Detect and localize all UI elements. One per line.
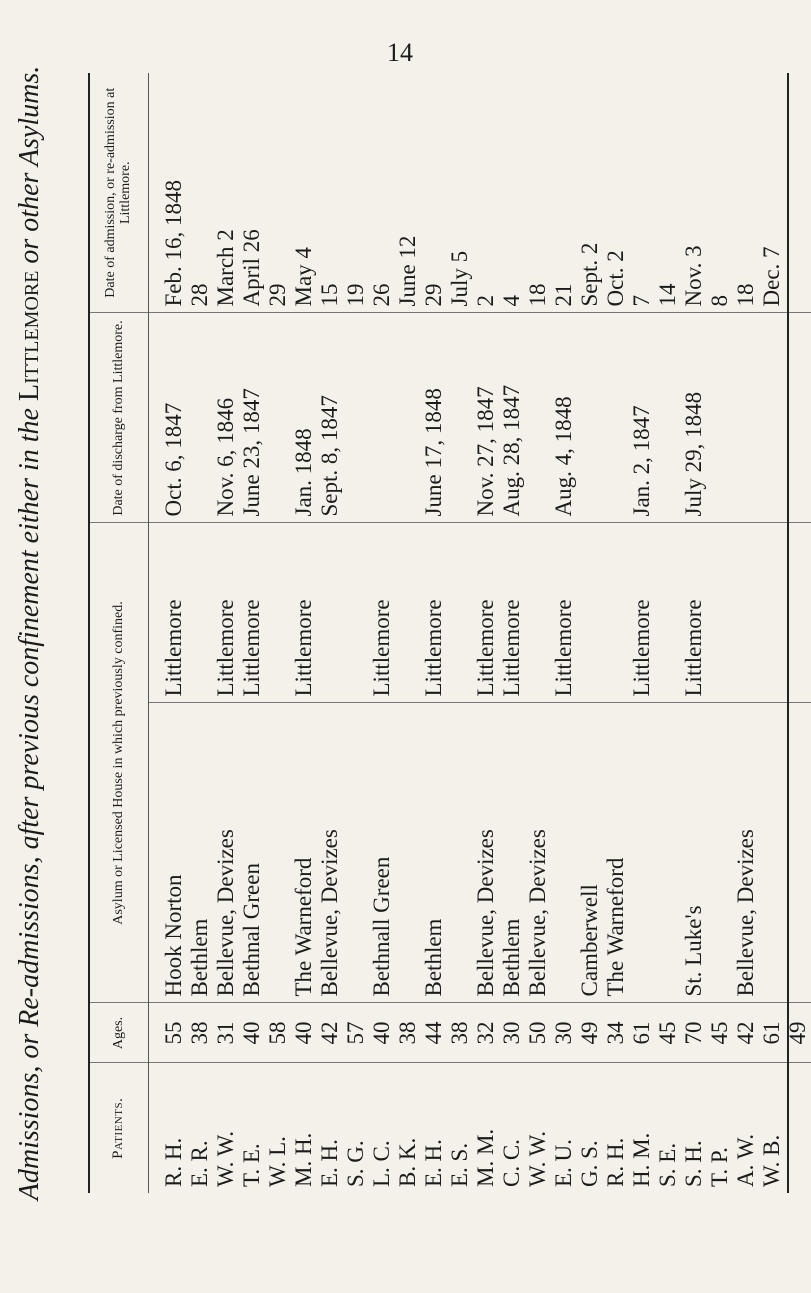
cell-asylum [707, 703, 733, 1003]
table-row [499, 73, 525, 1193]
cell-admission: Dec. 7 [759, 246, 784, 307]
cell-admission: April 26 [239, 229, 264, 307]
cell-asylum [265, 703, 291, 1003]
cell-discharge [655, 313, 681, 523]
cell-confined: Littlemore [421, 523, 447, 703]
cell-patient: S. G. [343, 1063, 369, 1193]
cell-asylum [395, 703, 421, 1003]
cell-asylum [447, 703, 473, 1003]
cell-confined [733, 523, 759, 703]
cell-admission: 18 [525, 283, 550, 307]
cell-asylum: St. Luke's [681, 703, 707, 1003]
cell-age: 30 [551, 1003, 577, 1063]
cell-asylum [629, 703, 655, 1003]
cell-patient: H. M. [629, 1063, 655, 1193]
running-title-name: Littlemore [14, 270, 45, 402]
cell-age: 38 [187, 1003, 213, 1063]
cell-discharge [525, 313, 551, 523]
cell-discharge [265, 313, 291, 523]
cell-discharge: Jan. 1848 [291, 313, 317, 523]
cell-discharge: Aug. 4, 1848 [551, 313, 577, 523]
cell-confined: Littlemore [149, 523, 188, 703]
cell-asylum: Bellevue, Devizes [213, 703, 239, 1003]
table-row [525, 73, 551, 1193]
cell-discharge [577, 313, 603, 523]
table-header-row [90, 73, 149, 1193]
table-row [603, 73, 629, 1193]
cell-admission: 21 [551, 283, 576, 307]
table-row [291, 73, 317, 1193]
cell-admission: July 5 [447, 250, 472, 307]
cell-age: 55 [149, 1003, 188, 1063]
cell-patient: W. B. [759, 1063, 785, 1193]
cell-discharge: Sept. 8, 1847 [317, 313, 343, 523]
cell-confined [525, 523, 551, 703]
cell-age: 42 [733, 1003, 759, 1063]
cell-asylum: The Warneford [291, 703, 317, 1003]
header-asylum: Asylum or Licensed House in which previously confined. [90, 523, 149, 1003]
cell-admission: 8 [707, 295, 732, 307]
cell-admission: 26 [369, 283, 394, 307]
cell-age: 49 [577, 1003, 603, 1063]
admissions-table [90, 73, 811, 1193]
cell-admission: 18 [733, 283, 758, 307]
cell-discharge: Nov. 27, 1847 [473, 313, 499, 523]
cell-discharge: Oct. 6, 1847 [149, 313, 188, 523]
cell-confined [317, 523, 343, 703]
cell-asylum: Bethlem [187, 703, 213, 1003]
cell-age: 40 [369, 1003, 395, 1063]
running-title-lead: Admissions, or Re-admissions, after previous confinement either in the [14, 408, 45, 1201]
table-row [759, 73, 785, 1193]
cell-patient: M. H. [291, 1063, 317, 1193]
cell-discharge [733, 313, 759, 523]
cell-age: 45 [707, 1003, 733, 1063]
cell-admission: Feb. 16, 1848 [161, 180, 186, 307]
cell-age: 38 [447, 1003, 473, 1063]
cell-discharge: June 17, 1848 [421, 313, 447, 523]
cell-patient: E. S. [447, 1063, 473, 1193]
cell-admission: Oct. 2 [603, 250, 628, 307]
cell-asylum: Camberwell [577, 703, 603, 1003]
cell-asylum: The Warneford [603, 703, 629, 1003]
cell-confined: Littlemore [473, 523, 499, 703]
bottom-rule [787, 73, 789, 1193]
cell-confined [395, 523, 421, 703]
cell-confined [603, 523, 629, 703]
cell-discharge [343, 313, 369, 523]
cell-confined [447, 523, 473, 703]
cell-discharge [187, 313, 213, 523]
cell-age: 61 [629, 1003, 655, 1063]
cell-admission: 29 [265, 283, 290, 307]
cell-age: 32 [473, 1003, 499, 1063]
cell-discharge: Jan. 2, 1847 [629, 313, 655, 523]
cell-discharge [603, 313, 629, 523]
cell-confined: Littlemore [291, 523, 317, 703]
cell-age: 42 [317, 1003, 343, 1063]
cell-discharge: Aug. 28, 1847 [499, 313, 525, 523]
cell-admission: 29 [421, 283, 446, 307]
cell-admission: 19 [343, 283, 368, 307]
cell-patient: W. W. [525, 1063, 551, 1193]
cell-asylum: Bethlem [421, 703, 447, 1003]
cell-age: 34 [603, 1003, 629, 1063]
header-admission: Date of admission, or re-admission at Littlemore. [90, 73, 149, 313]
cell-admission: 15 [317, 283, 342, 307]
table-row [707, 73, 733, 1193]
cell-confined: Littlemore [369, 523, 395, 703]
cell-asylum [343, 703, 369, 1003]
cell-asylum: Bellevue, Devizes [317, 703, 343, 1003]
table-row [395, 73, 421, 1193]
cell-asylum [655, 703, 681, 1003]
cell-age: 61 [759, 1003, 785, 1063]
cell-asylum [551, 703, 577, 1003]
table-row [149, 73, 188, 1193]
cell-admission: May 4 [291, 247, 316, 307]
cell-asylum: Bellevue, Devizes [733, 703, 759, 1003]
cell-confined: Littlemore [239, 523, 265, 703]
cell-age: 50 [525, 1003, 551, 1063]
cell-age: 40 [239, 1003, 265, 1063]
cell-age: 49 [785, 1003, 811, 1063]
header-ages: Ages. [90, 1003, 149, 1063]
cell-age: 57 [343, 1003, 369, 1063]
table-row [655, 73, 681, 1193]
table-row [187, 73, 213, 1193]
cell-asylum [759, 703, 785, 1003]
cell-admission: 7 [629, 295, 654, 307]
cell-patient: S. H. [681, 1063, 707, 1193]
cell-asylum: Bellevue, Devizes [525, 703, 551, 1003]
cell-discharge [395, 313, 421, 523]
running-title [0, 65, 60, 1201]
cell-discharge [759, 313, 785, 523]
cell-patient: A. W. [733, 1063, 759, 1193]
cell-age: 30 [499, 1003, 525, 1063]
cell-confined [577, 523, 603, 703]
cell-admission: Sept. 2 [577, 242, 602, 307]
cell-asylum: Bethnall Green [369, 703, 395, 1003]
table-row [473, 73, 499, 1193]
table-row [213, 73, 239, 1193]
cell-patient: G. S. [577, 1063, 603, 1193]
page-number: 14 [387, 38, 413, 67]
cell-confined: Littlemore [681, 523, 707, 703]
cell-discharge [707, 313, 733, 523]
cell-discharge: July 29, 1848 [681, 313, 707, 523]
table-row [447, 73, 473, 1193]
cell-confined [655, 523, 681, 703]
cell-asylum: Bethlem [499, 703, 525, 1003]
cell-confined [759, 523, 785, 703]
cell-patient: W. L. [265, 1063, 291, 1193]
cell-age: 58 [265, 1003, 291, 1063]
cell-age: 45 [655, 1003, 681, 1063]
cell-discharge [447, 313, 473, 523]
table-body [149, 73, 811, 1193]
cell-age: 31 [213, 1003, 239, 1063]
cell-patient: E. U. [551, 1063, 577, 1193]
cell-discharge: Nov. 6, 1846 [213, 313, 239, 523]
cell-patient: T. E. [239, 1063, 265, 1193]
cell-patient: E. H. [317, 1063, 343, 1193]
header-discharge: Date of discharge from Littlemore. [90, 313, 149, 523]
header-patients: Patients. [90, 1063, 149, 1193]
table-row [421, 73, 447, 1193]
cell-patient: C. C. [499, 1063, 525, 1193]
cell-age: 44 [421, 1003, 447, 1063]
cell-patient: E. H. [421, 1063, 447, 1193]
cell-discharge [369, 313, 395, 523]
cell-discharge: June 23, 1847 [239, 313, 265, 523]
running-title-tail: or other Asylums. [14, 65, 45, 264]
cell-confined [707, 523, 733, 703]
cell-asylum: Hook Norton [149, 703, 188, 1003]
cell-patient: T. P. [707, 1063, 733, 1193]
cell-age: 70 [681, 1003, 707, 1063]
cell-patient: W. W. [213, 1063, 239, 1193]
table-row [343, 73, 369, 1193]
cell-admission: 14 [655, 283, 680, 307]
cell-admission: Nov. 3 [681, 245, 706, 307]
table-row [681, 73, 707, 1193]
table-row [551, 73, 577, 1193]
table-row [265, 73, 291, 1193]
cell-admission: 4 [499, 295, 524, 307]
cell-patient: B. K. [395, 1063, 421, 1193]
cell-confined: Littlemore [629, 523, 655, 703]
cell-age: 40 [291, 1003, 317, 1063]
table-row [239, 73, 265, 1193]
table-row [733, 73, 759, 1193]
cell-patient: E. R. [187, 1063, 213, 1193]
table-row [369, 73, 395, 1193]
cell-confined [187, 523, 213, 703]
cell-asylum: Bellevue, Devizes [473, 703, 499, 1003]
cell-patient: S. E. [655, 1063, 681, 1193]
cell-patient: M. M. [473, 1063, 499, 1193]
table-row [317, 73, 343, 1193]
cell-admission: 28 [187, 283, 212, 307]
cell-patient: L. C. [369, 1063, 395, 1193]
cell-asylum: Bethnal Green [239, 703, 265, 1003]
cell-confined [265, 523, 291, 703]
cell-confined: Littlemore [213, 523, 239, 703]
cell-admission: 2 [473, 295, 498, 307]
cell-confined: Littlemore [551, 523, 577, 703]
cell-confined [343, 523, 369, 703]
cell-confined: Littlemore [499, 523, 525, 703]
table-row [629, 73, 655, 1193]
cell-admission: March 2 [213, 229, 238, 307]
cell-patient: R. H. [149, 1063, 188, 1193]
cell-admission: June 12 [395, 235, 420, 307]
cell-patient: R. H. [603, 1063, 629, 1193]
table-row [577, 73, 603, 1193]
cell-age: 38 [395, 1003, 421, 1063]
